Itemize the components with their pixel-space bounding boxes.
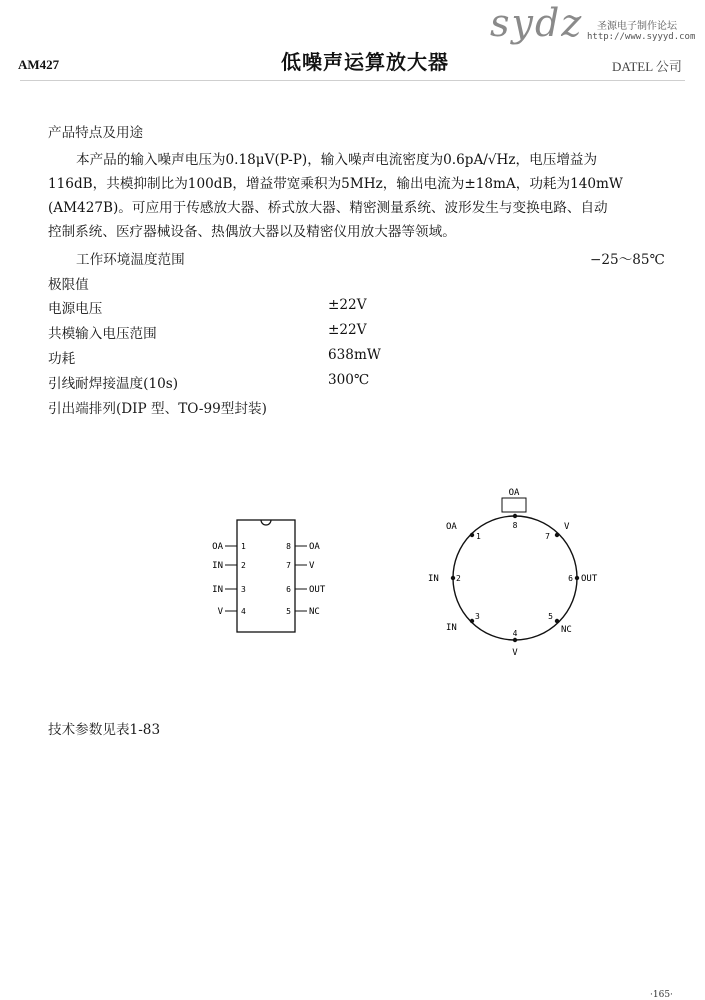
- to99-pin-name: IN: [428, 574, 439, 584]
- to99-pin-number: 1: [476, 532, 481, 541]
- to99-pin: [470, 619, 474, 623]
- reference-note: 技术参数见表1-83: [48, 722, 161, 738]
- features-paragraph: [48, 148, 705, 244]
- dip-pin-name: IN: [212, 585, 223, 595]
- rating-value: 300℃: [328, 372, 370, 388]
- to99-pin: [451, 576, 455, 580]
- to99-pin-name: V: [512, 648, 518, 658]
- absolute-max-heading: 极限值: [48, 277, 89, 293]
- dip-notch: [261, 520, 271, 525]
- operating-temp-label: 工作环境温度范围: [76, 252, 185, 268]
- to99-pin-name: V: [564, 522, 570, 532]
- manufacturer-name: DATEL 公司: [612, 59, 682, 74]
- features-line: 控制系统、医疗器械设备、热偶放大器以及精密仪用放大器等领域。: [48, 224, 456, 240]
- dip-pin-name: OA: [212, 542, 223, 552]
- rating-label: 引线耐焊接温度(10s): [48, 376, 179, 392]
- dip-pin-number: 3: [241, 585, 246, 594]
- features-line: 116dB，共模抑制比为100dB，增益带宽乘积为5MHz，输出电流为±18mA，功耗为140mW: [48, 176, 623, 192]
- to99-pin-number: 6: [568, 574, 573, 583]
- dip-pin-name: V: [309, 561, 315, 571]
- to99-pin-name: NC: [561, 625, 572, 635]
- dip-pin-name: OUT: [309, 585, 326, 595]
- dip-pin-name: V: [217, 607, 223, 617]
- to99-pin: [470, 533, 474, 537]
- to99-pin: [555, 533, 559, 537]
- to99-pin-number: 5: [548, 612, 553, 621]
- to99-pin-number: 4: [512, 629, 518, 638]
- operating-temp-value: −25～85℃: [590, 252, 665, 268]
- to99-pin-number: 7: [545, 532, 550, 541]
- rating-label: 功耗: [48, 351, 76, 367]
- to99-pin-number: 2: [456, 574, 461, 583]
- rating-label: 共模输入电压范围: [48, 326, 157, 342]
- page-number: ·165·: [650, 990, 673, 1000]
- features-line: 本产品的输入噪声电压为0.18μV(P-P)，输入噪声电流密度为0.6pA/√Hz，电压增益为: [76, 152, 598, 168]
- to99-pin-name: OUT: [581, 574, 598, 584]
- watermark-site-name: 圣源电子制作论坛: [597, 21, 677, 32]
- to99-pin: [575, 576, 579, 580]
- to99-pin: [513, 514, 517, 518]
- features-line: (AM427B)。可应用于传感放大器、桥式放大器、精密测量系统、波形发生与变换电路、自动: [48, 200, 608, 216]
- watermark: [484, 1, 699, 53]
- rating-label: 电源电压: [48, 301, 103, 317]
- page-title: 低噪声运算放大器: [281, 50, 449, 74]
- dip-pin-number: 8: [286, 542, 291, 551]
- rating-value: ±22V: [328, 322, 367, 338]
- features-heading: 产品特点及用途: [48, 125, 144, 141]
- dip-pin-number: 1: [241, 542, 246, 551]
- watermark-logo: sydz: [490, 1, 584, 45]
- dip-pin-name: NC: [309, 607, 320, 617]
- to99-tab: [502, 498, 526, 512]
- dip-pin-name: IN: [212, 561, 223, 571]
- to99-package-diagram: [420, 484, 620, 659]
- dip-pin-number: 4: [241, 607, 246, 616]
- to99-pin-name: IN: [446, 623, 457, 633]
- dip-pin-name: OA: [309, 542, 320, 552]
- dip-pin-number: 5: [286, 607, 291, 616]
- to99-pin: [513, 638, 517, 642]
- watermark-url: http://www.syyyd.com: [587, 32, 696, 42]
- to99-pin-number: 3: [475, 612, 480, 621]
- dip-pin-number: 7: [286, 561, 291, 570]
- pinout-heading: 引出端排列(DIP 型、TO-99型封装): [48, 401, 267, 417]
- dip-pin-number: 2: [241, 561, 246, 570]
- to99-top-label: OA: [508, 488, 520, 498]
- dip-package-diagram: [195, 510, 355, 640]
- to99-pin-name: OA: [446, 522, 457, 532]
- to99-pin: [555, 619, 559, 623]
- rating-value: ±22V: [328, 297, 367, 313]
- to99-pin-number: 8: [512, 521, 518, 530]
- rating-value: 638mW: [328, 347, 381, 363]
- header-divider: [20, 80, 685, 81]
- dip-pin-number: 6: [286, 585, 291, 594]
- part-number: AM427: [18, 57, 60, 72]
